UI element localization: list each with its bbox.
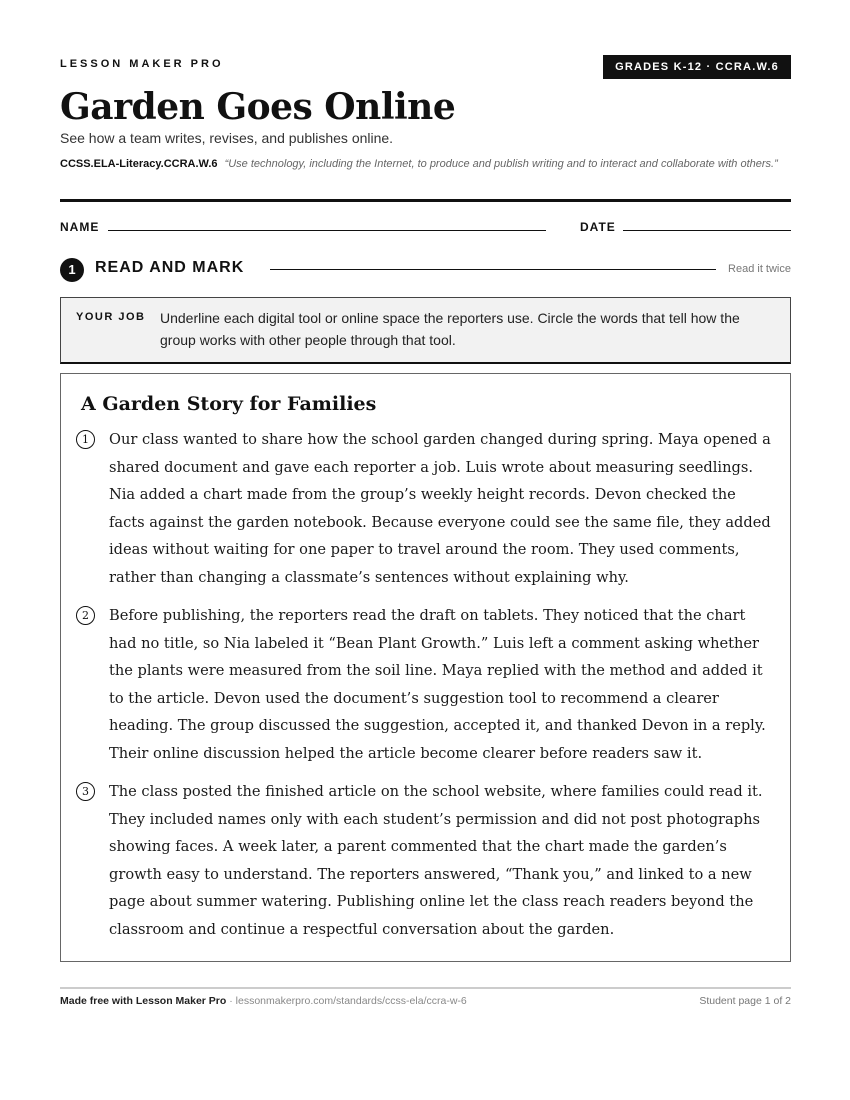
brand-name: LESSON MAKER PRO xyxy=(60,58,224,70)
your-job-box xyxy=(60,297,791,364)
footer-url[interactable]: lessonmakerpro.com/standards/ccss-ela/ccra-w-6 xyxy=(235,995,467,1007)
section-title: READ AND MARK xyxy=(95,259,245,276)
header-divider xyxy=(60,199,791,202)
footer-made-with: Made free with Lesson Maker Pro xyxy=(60,995,227,1007)
step-number-badge: 1 xyxy=(60,258,84,282)
story-paragraph-3: The class posted the finished article on the school website, where families could read it. They included names only with each student’s permission and did not post photographs showing faces. A week later, a parent commented that the chart made the garden’s growth easy to understand. The reporters answered, “Thank you,” and linked to a new page about summer watering. Publishing online let the class reach readers beyond the classroom and continue a respectful conversation about the garden. xyxy=(109,783,763,938)
standard-statement xyxy=(60,156,791,172)
section-hint: Read it twice xyxy=(728,263,791,275)
story-paragraph-2: Before publishing, the reporters read the draft on tablets. They noticed that the chart had no title, so Nia labeled it “Bean Plant Growth.” Luis left a comment asking whether the plants were measured from the soil line. Maya replied with the method and added it to the article. Devon used the document’s suggestion tool to recommend a clearer heading. The group discussed the suggestion, accepted it, and thanked Devon in a reply. Their online discussion helped the article become clearer before readers saw it. xyxy=(109,607,766,762)
section-divider xyxy=(270,269,716,270)
worksheet-page xyxy=(60,0,791,1100)
your-job-label: YOUR JOB xyxy=(76,311,146,323)
standard-code: CCSS.ELA-Literacy.CCRA.W.6 xyxy=(60,158,218,170)
standard-text: “Use technology, including the Internet, to produce and publish writing and to interact and collaborate with others.” xyxy=(224,158,778,170)
footer-credit xyxy=(60,995,467,1007)
footer-separator: · xyxy=(229,995,233,1007)
story-title: A Garden Story for Families xyxy=(81,393,377,415)
story-box xyxy=(60,373,791,962)
page-title: Garden Goes Online xyxy=(60,86,456,128)
your-job-instructions: Underline each digital tool or online space the reporters use. Circle the words that tell how the group works with other people through that tool. xyxy=(160,310,740,348)
name-label: NAME xyxy=(60,220,100,234)
story-paragraph-1: Our class wanted to share how the school garden changed during spring. Maya opened a shared document and gave each reporter a job. Luis wrote about measuring seedlings. Nia added a chart made from the group’s weekly height records. Devon checked the facts against the garden notebook. Because everyone could see the same file, they added ideas without waiting for one paper to travel around the room. They used comments, rather than changing a classmate’s sentences without explaining why. xyxy=(109,431,771,586)
date-label: DATE xyxy=(580,220,616,234)
page-subtitle: See how a team writes, revises, and publishes online. xyxy=(60,130,394,146)
name-write-line[interactable] xyxy=(108,230,546,231)
paragraph-number-2: 2 xyxy=(76,606,95,625)
footer-page-number: Student page 1 of 2 xyxy=(699,995,791,1007)
date-write-line[interactable] xyxy=(623,230,791,231)
paragraph-number-1: 1 xyxy=(76,430,95,449)
footer-divider xyxy=(60,987,791,989)
paragraph-number-3: 3 xyxy=(76,782,95,801)
grade-badge: GRADES K-12 · CCRA.W.6 xyxy=(603,55,791,79)
